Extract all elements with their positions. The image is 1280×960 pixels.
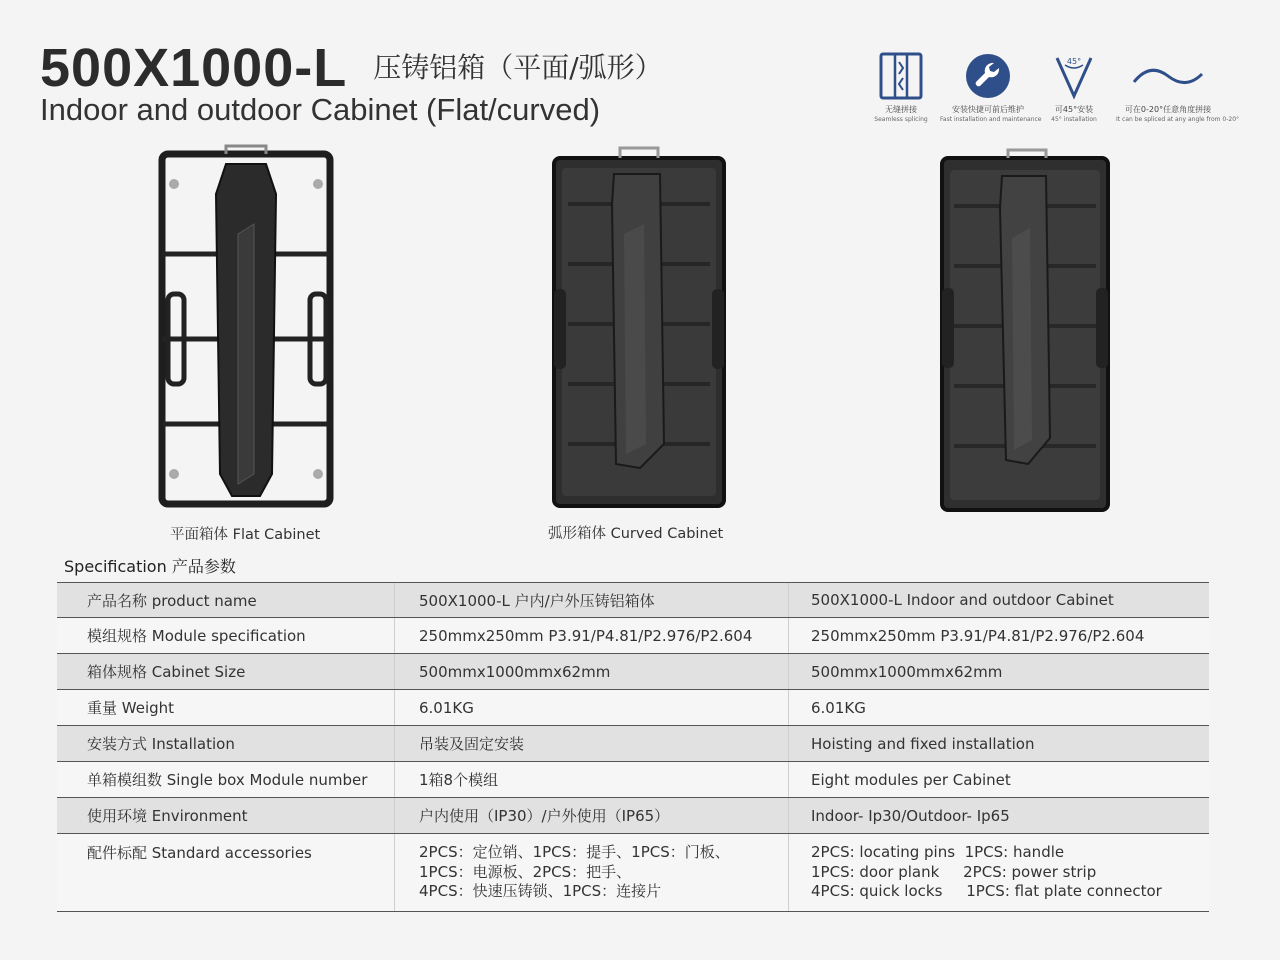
feature-seamless: [853, 52, 949, 123]
feature-curve: [1116, 52, 1240, 123]
title-row: [40, 38, 663, 98]
feature-icons: [868, 52, 1240, 132]
model-title: 500X1000-L: [40, 38, 348, 98]
row-label: 产品名称 product name: [87, 591, 257, 610]
title-chinese: 压铸铝箱（平面/弧形）: [373, 51, 663, 84]
accessories-en-line: 4PCS: quick locks 1PCS: flat plate connector: [811, 882, 1162, 900]
row-label: 安装方式 Installation: [87, 735, 235, 753]
row-value-en: 6.01KG: [788, 690, 1209, 725]
table-row: [57, 726, 1209, 762]
accessories-cn: [394, 834, 788, 911]
table-row: [57, 618, 1209, 654]
accessories-en: [788, 834, 1209, 911]
table-row: [57, 690, 1209, 726]
row-value-cn: 户内使用（IP30）/户外使用（IP65）: [394, 798, 788, 833]
row-value-cn: 500mmx1000mmx62mm: [394, 654, 788, 689]
row-label: 重量 Weight: [87, 699, 175, 717]
accessories-cn-line: 1PCS：电源板、2PCS：把手、: [419, 862, 632, 881]
flat-cabinet-image: [154, 144, 340, 514]
feature-cn: 安装快捷可前后维护: [952, 105, 1024, 114]
curved-cabinet-caption: 弧形箱体 Curved Cabinet: [548, 526, 724, 542]
curve-wave-icon: [1130, 52, 1206, 100]
accessories-en-line: 1PCS: door plank 2PCS: power strip: [811, 862, 1097, 881]
accessories-cn-line: 4PCS：快速压铸锁、1PCS：连接片: [419, 882, 662, 900]
row-value-en: 500X1000-L Indoor and outdoor Cabinet: [788, 583, 1209, 617]
curved-cabinet-image: [548, 144, 730, 512]
spec-table: [57, 582, 1209, 912]
angle-label: 45°: [1066, 57, 1082, 66]
row-value-en: 250mmx250mm P3.91/P4.81/P2.976/P2.604: [788, 618, 1209, 653]
row-label: 配件标配 Standard accessories: [87, 844, 312, 862]
seamless-splice-icon: [878, 52, 924, 100]
spec-title: Specification 产品参数: [64, 557, 236, 576]
row-label: 模组规格 Module specification: [87, 627, 306, 645]
row-value-cn: 500X1000-L 户内/户外压铸铝箱体: [394, 583, 788, 617]
table-row-accessories: [57, 834, 1209, 912]
feature-en: Fast installation and maintenance: [940, 116, 1042, 123]
row-value-cn: 6.01KG: [394, 690, 788, 725]
row-value-en: Eight modules per Cabinet: [788, 762, 1209, 797]
row-value-en: 500mmx1000mmx62mm: [788, 654, 1209, 689]
row-value-cn: 吊装及固定安装: [394, 726, 788, 761]
feature-cn: 可45°安装: [1054, 105, 1094, 114]
table-row: [57, 762, 1209, 798]
feature-en: Seamless splicing: [874, 116, 928, 123]
row-label: 使用环境 Environment: [87, 807, 248, 825]
angle-45-icon: [1051, 52, 1097, 100]
wrench-icon: [964, 52, 1012, 100]
table-row: [57, 654, 1209, 690]
accessories-en-line: 2PCS: locating pins 1PCS: handle: [811, 843, 1065, 861]
flat-cabinet-caption: 平面箱体 Flat Cabinet: [170, 527, 321, 543]
curved-cabinet-side-image: [938, 148, 1112, 518]
feature-cn: 无缝拼接: [885, 105, 917, 114]
feature-en: 45° installation: [1051, 116, 1097, 123]
subtitle-english: Indoor and outdoor Cabinet (Flat/curved): [40, 92, 601, 127]
feature-cn: 可在0-20°任意角度拼接: [1124, 105, 1212, 114]
row-value-cn: 250mmx250mm P3.91/P4.81/P2.976/P2.604: [394, 618, 788, 653]
row-label: 单箱模组数 Single box Module number: [87, 771, 368, 789]
row-value-en: Indoor- Ip30/Outdoor- Ip65: [788, 798, 1209, 833]
feature-45-install: [1026, 52, 1122, 123]
row-value-cn: 1箱8个模组: [394, 762, 788, 797]
accessories-cn-line: 2PCS：定位销、1PCS：提手、1PCS：门板、: [419, 843, 730, 861]
row-label: 箱体规格 Cabinet Size: [87, 663, 246, 681]
feature-en: It can be spliced at any angle from 0-20°: [1116, 116, 1240, 123]
table-row: [57, 798, 1209, 834]
row-value-en: Hoisting and fixed installation: [788, 726, 1209, 761]
feature-maintenance: [940, 52, 1042, 123]
table-row: [57, 582, 1209, 618]
